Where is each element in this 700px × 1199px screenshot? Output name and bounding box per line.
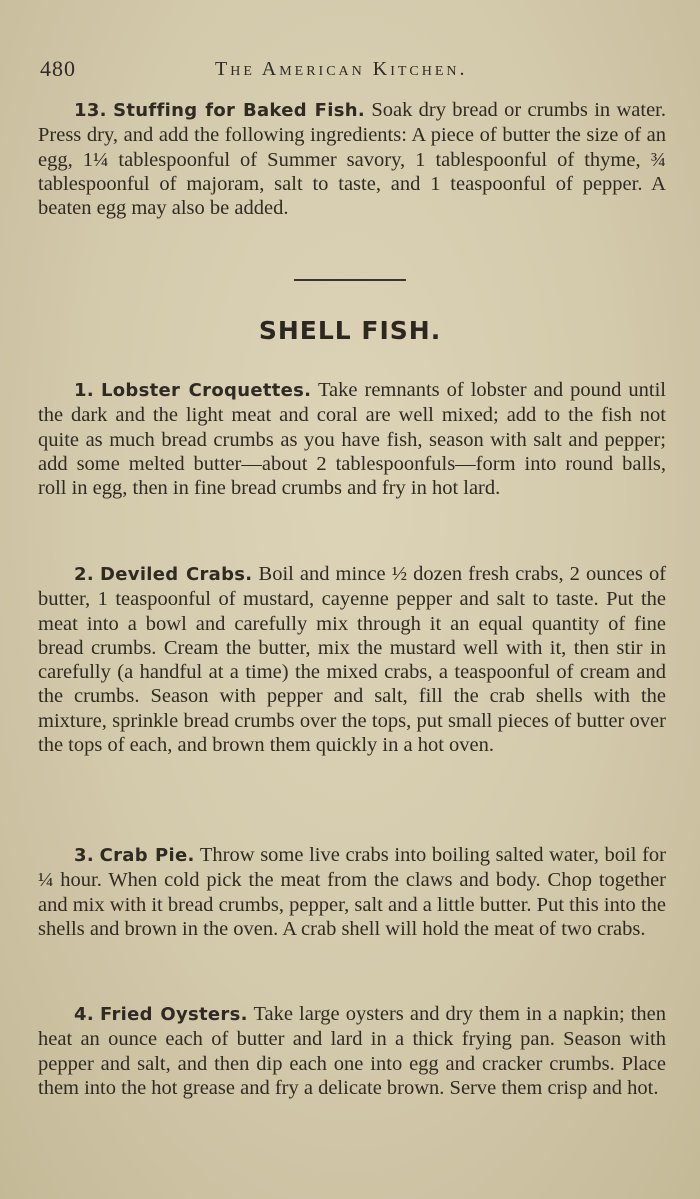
page-number: 480 [40, 56, 76, 81]
recipe-text: Take remnants of lobster and pound until the dark and the light meat and coral are well mixed; add to the fish not quite as much bread crumbs as you have fish, season with salt and pepper; add some melted butter—about 2 tablespoonfuls—form into round balls, roll in egg, then in fine bread crumbs and fry in hot lard. [38, 379, 666, 500]
recipe-text: Boil and mince ½ dozen fresh crabs, 2 ounces of butter, 1 teaspoonful of mustard, cayenne pepper and salt to taste. Put the meat into a bowl and carefully mix through it an equal quantity of fine bread crumbs. Cream the butter, mix the mustard well with it, then stir in carefully (a handful at a time) the mixed crabs, a teaspoonful of cream and the crumbs. Season with pepper and salt, fill the crab shells with the mixture, sprinkle bread crumbs over the tops, put small pieces of butter over the tops of each, and brown them quickly in a hot oven. [38, 563, 667, 757]
recipe-title: Crab Pie. [99, 845, 195, 866]
running-head: The American Kitchen. [215, 58, 468, 80]
recipe-1 [38, 378, 666, 500]
recipe-text: Throw some live crabs into boiling salted water, boil for ¼ hour. When cold pick the meat from the claws and body. Chop together and mix with it bread crumbs, pepper, salt and a little butter. Put this into the shells and brown in the oven. A crab shell will hold the meat of two crabs. [38, 844, 666, 940]
recipe-title: Lobster Croquettes. [100, 380, 312, 401]
page-header [40, 56, 680, 90]
recipe-text: Take large oysters and dry them in a napkin; then heat an ounce each of butter and lard in a thick frying pan. Season with pepper and salt, and then dip each one into egg and cracker crumbs. Place them into the hot grease and fry a delicate brown. Serve them crisp and hot. [38, 1003, 666, 1099]
recipe-4 [38, 1002, 666, 1100]
recipe-3 [38, 843, 666, 941]
recipe-number: 13. [74, 100, 107, 121]
section-divider [294, 279, 406, 281]
recipe-number: 1. [74, 380, 94, 401]
recipe-2 [38, 562, 666, 757]
recipe-title: Stuffing for Baked Fish. [113, 100, 365, 121]
recipe-title: Fried Oysters. [100, 1004, 248, 1025]
recipe-13 [38, 98, 666, 220]
recipe-text: Soak dry bread or crumbs in water. Press dry, and add the following ingredients: A piece of butter the size of an egg, 1¼ tablespoonful of Summer savory, 1 tablespoonful of thyme, ¾ tablespoonful of majoram, salt to taste, and 1 teaspoonful of pepper. A beaten egg may also be added. [38, 99, 666, 220]
section-title: SHELL FISH. [258, 316, 442, 345]
recipe-number: 4. [74, 1004, 94, 1025]
recipe-number: 3. [74, 845, 94, 866]
recipe-title: Deviled Crabs. [100, 564, 253, 585]
recipe-number: 2. [74, 564, 94, 585]
